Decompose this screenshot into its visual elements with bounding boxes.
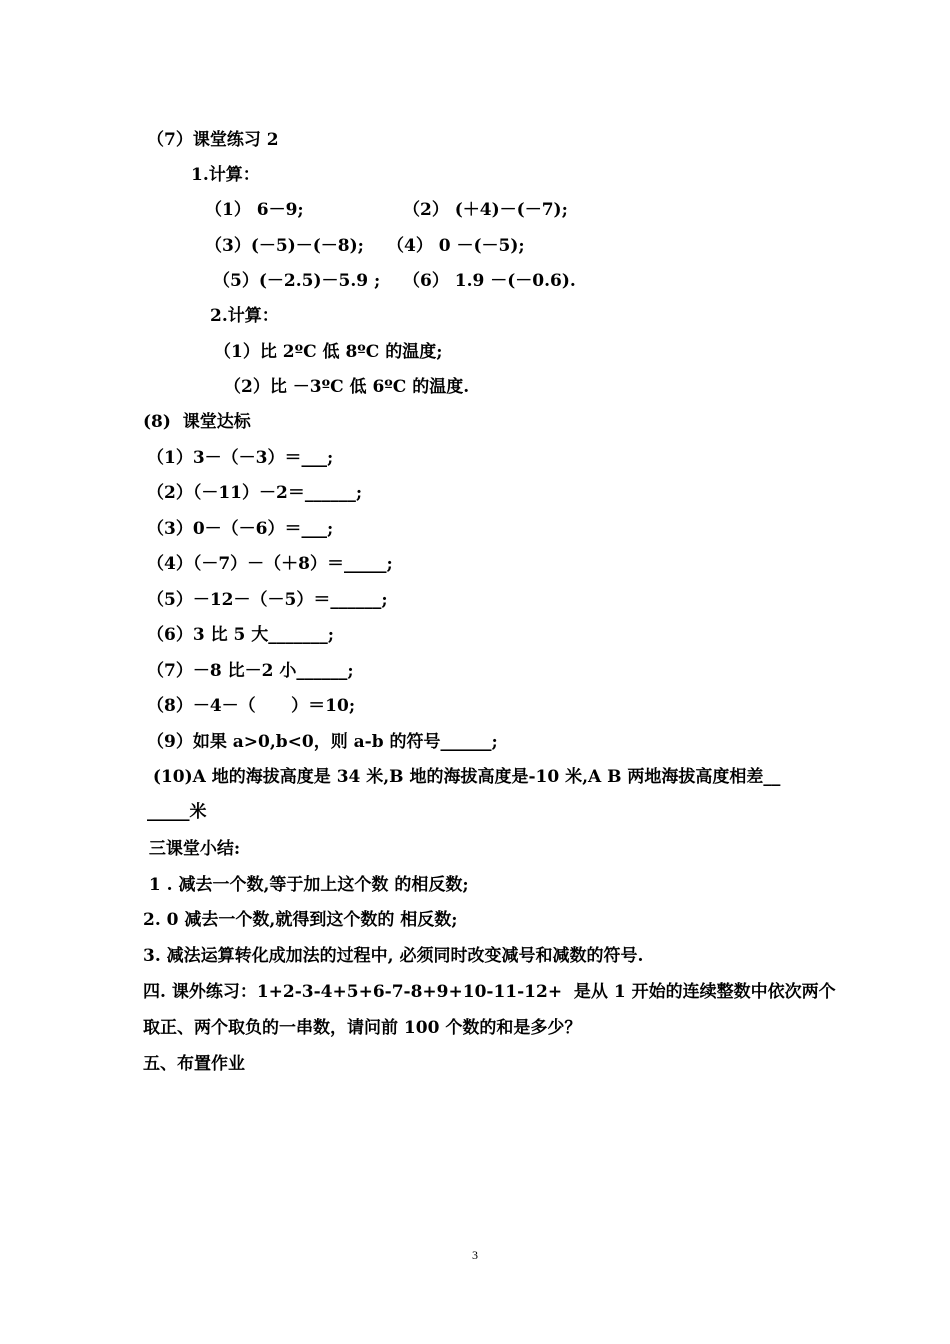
assessment-item: （6）3 比 5 大_______; [147,625,335,645]
assessment-heading: (8) 课堂达标 [143,412,251,432]
q1-item-3: （3）(－5)－(－8); [205,236,364,256]
homework-exercise-line-1: 四. 课外练习：1+2-3-4+5+6-7-8+9+10-11-12+ 是从 1 开始的连续整数中依次两个 [143,982,836,1002]
q1-item-6: （6） 1.9 －(－0.6). [403,271,576,291]
summary-point: 1 . 减去一个数,等于加上这个数 的相反数; [143,875,469,895]
q1-item-4: （4） 0 －(－5); [387,236,525,256]
assessment-item: （7）－8 比－2 小______; [147,661,354,681]
summary-point: 2. 0 减去一个数,就得到这个数的 相反数; [143,910,458,930]
q1-item-2: （2） (＋4)－(－7); [403,200,568,220]
assignment-heading: 五、布置作业 [143,1054,245,1074]
assessment-item: (10)A 地的海拔高度是 34 米,B 地的海拔高度是-10 米,A B 两地海拔高度相差__ [147,767,781,787]
assessment-item: （9）如果 a>0,b<0，则 a-b 的符号______; [147,732,498,752]
q1-title: 1.计算： [191,165,260,185]
q2-item-1: （1）比 2ºC 低 8ºC 的温度; [214,342,443,362]
q2-item-2: （2）比 －3ºC 低 6ºC 的温度. [224,377,470,397]
assessment-item: （2）（－11）－2＝______; [147,483,363,503]
assessment-item-continued: _____米 [147,802,207,822]
assessment-item: （5）－12－（－5）＝______; [147,590,388,610]
practice2-heading: （7）课堂练习 2 [147,130,279,150]
q1-item-5: （5）(－2.5)－5.9 ; [213,271,381,291]
page-number: 3 [472,1248,478,1262]
assessment-item: （3）0－（－6）＝___; [147,519,334,539]
q2-title: 2.计算： [210,306,279,326]
homework-exercise-line-2: 取正、两个取负的一串数，请问前 100 个数的和是多少？ [143,1018,582,1038]
assessment-item: （1）3－（－3）＝___; [147,448,334,468]
summary-point: 3. 减法运算转化成加法的过程中, 必须同时改变减号和减数的符号. [143,946,644,966]
assessment-item: （4）（－7）－（＋8）＝_____; [147,554,393,574]
assessment-item: （8）－4－（ ）＝10; [147,696,356,716]
q1-item-1: （1） 6－9; [205,200,304,220]
summary-heading: 三课堂小结: [143,839,241,859]
